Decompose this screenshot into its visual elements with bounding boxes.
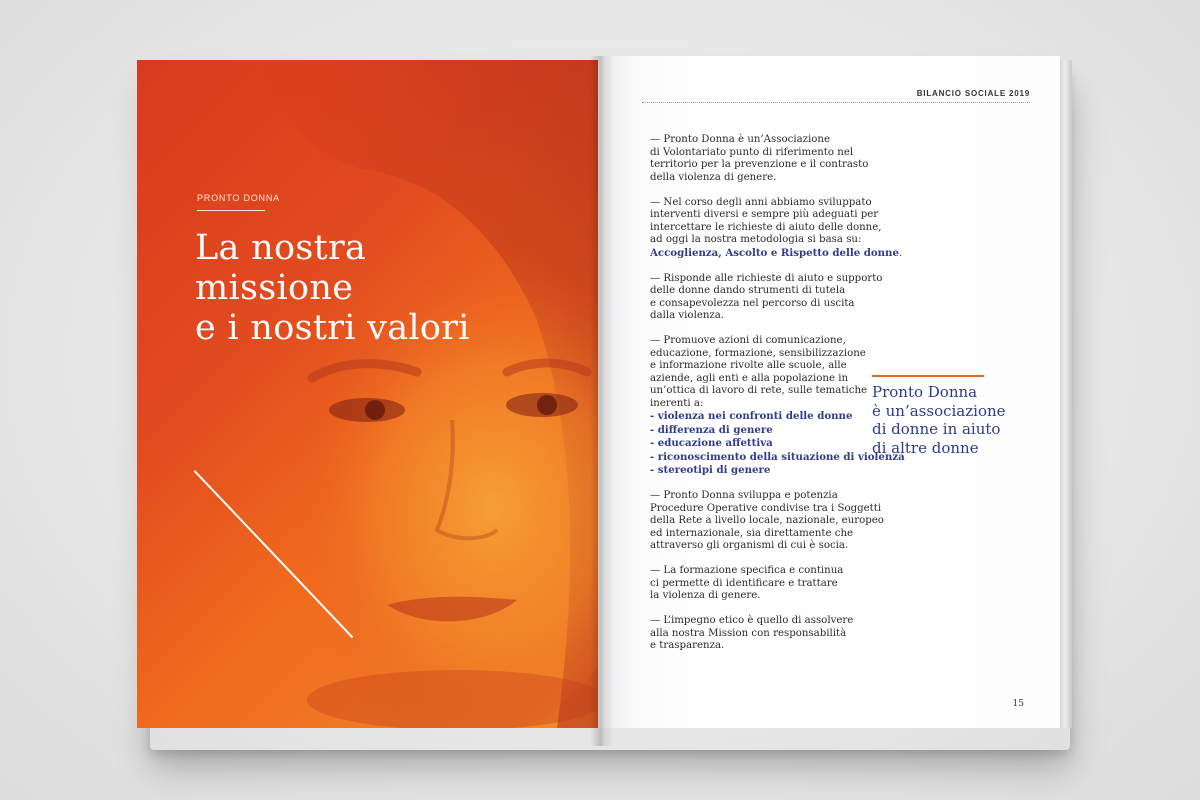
body-line — [650, 285, 860, 298]
line-suffix: . — [898, 247, 903, 259]
body-line — [650, 209, 879, 222]
pull-quote-line: è un’associazione — [872, 401, 1006, 420]
line-text: - stereotipi di genere — [650, 464, 771, 476]
heading-line: e i nostri valori — [195, 308, 470, 348]
line-text: — Pronto Donna è un’Associazione — [650, 134, 831, 145]
page-edge — [1060, 60, 1072, 728]
body-paragraph — [650, 335, 905, 478]
body-paragraph — [650, 134, 869, 184]
line-text: la violenza di genere. — [650, 590, 761, 601]
body-line — [650, 172, 860, 185]
body-line — [650, 502, 882, 516]
line-text: Accoglienza, Ascolto e Rispetto delle donne — [650, 246, 899, 259]
line-text: un’ottica di lavoro di rete, sulle tematiche — [650, 385, 868, 396]
body-line — [650, 221, 882, 235]
line-text: — Promuove azioni di comunicazione, — [650, 335, 846, 346]
body-line — [650, 310, 860, 323]
line-text: — Nel corso degli anni abbiamo sviluppato — [650, 196, 872, 208]
section-label-underline — [197, 210, 265, 211]
line-text: ci permette di identificare e trattare — [650, 577, 838, 589]
body-line — [650, 615, 860, 628]
body-line — [650, 540, 860, 553]
body-paragraph — [650, 490, 884, 553]
page-heading — [195, 228, 535, 348]
portrait-photo — [137, 60, 600, 728]
line-text: attraverso gli organismi di cui è socia. — [650, 540, 849, 551]
line-text: ed internazionale, sia direttamente che — [650, 527, 854, 539]
pull-quote-line: di altre donne — [872, 438, 979, 457]
highlighted-line — [650, 464, 860, 478]
body-line — [650, 640, 860, 653]
highlighted-line — [650, 450, 905, 465]
pull-quote-line: di donne in aiuto — [872, 420, 1001, 438]
line-text: aziende, agli enti e alla popolazione in — [650, 372, 849, 384]
gutter-shadow — [590, 56, 614, 746]
heading-line: missione — [195, 268, 354, 308]
line-text: - riconoscimento della situazione di violenza — [650, 450, 905, 463]
pull-quote-rule — [872, 375, 984, 377]
body-line — [650, 398, 860, 411]
body-line — [650, 565, 860, 578]
body-line — [650, 578, 860, 591]
line-text: territorio per la prevenzione e il contrasto — [650, 159, 869, 170]
line-text: dalla violenza. — [650, 310, 725, 321]
line-text: — L’impegno etico è quello di assolvere — [650, 615, 854, 626]
line-text: educazione, formazione, sensibilizzazione — [650, 347, 866, 359]
line-text: alla nostra Mission con responsabilità — [650, 627, 847, 639]
line-text: interventi diversi e sempre più adeguati per — [650, 209, 879, 220]
line-text: Procedure Operative condivise tra i Soggetti — [650, 502, 882, 514]
body-line — [650, 272, 883, 286]
line-text: intercettare le richieste di aiuto delle donne, — [650, 221, 882, 233]
body-line — [650, 373, 860, 386]
line-text: della Rete a livello locale, nazionale, europeo — [650, 515, 884, 526]
body-line — [650, 360, 860, 373]
body-line — [650, 528, 860, 541]
body-line — [650, 147, 860, 160]
body-line — [650, 134, 860, 147]
line-text: di Volontariato punto di riferimento nel — [650, 146, 854, 158]
body-line — [650, 385, 868, 398]
highlighted-line — [650, 246, 903, 261]
body-line — [650, 515, 884, 528]
line-text: della violenza di genere. — [650, 171, 777, 183]
highlighted-line — [650, 410, 860, 424]
body-line — [650, 490, 860, 503]
running-head: BILANCIO SOCIALE 2019 — [916, 89, 1030, 98]
line-text: ad oggi la nostra metodologia si basa su: — [650, 234, 862, 245]
body-line — [650, 298, 860, 311]
body-paragraph — [650, 272, 883, 323]
line-text: - educazione affettiva — [650, 437, 773, 449]
line-text: - violenza nei confronti delle donne — [650, 410, 853, 422]
line-text: e informazione rivolte alle scuole, alle — [650, 360, 847, 371]
body-paragraph — [650, 615, 860, 653]
header-dotted-rule — [642, 102, 1030, 103]
section-label: PRONTO DONNA — [197, 193, 280, 203]
body-line — [650, 347, 866, 361]
highlighted-line — [650, 437, 860, 451]
body-paragraph — [650, 565, 860, 603]
line-text: e consapevolezza nel percorso di uscita — [650, 297, 855, 309]
line-text: — Pronto Donna sviluppa e potenzia — [650, 490, 838, 501]
body-text — [650, 134, 905, 665]
body-line — [650, 590, 860, 603]
pull-quote — [872, 383, 1022, 457]
body-paragraph — [650, 196, 903, 261]
left-page — [137, 60, 600, 728]
page-number: 15 — [1012, 699, 1024, 709]
right-page — [598, 56, 1060, 728]
body-line — [650, 159, 869, 172]
line-text: - differenza di genere — [650, 423, 773, 436]
line-text: delle donne dando strumenti di tutela — [650, 285, 846, 296]
body-line — [650, 196, 872, 210]
body-line — [650, 628, 860, 641]
heading-line: La nostra — [195, 228, 367, 268]
highlighted-line — [650, 424, 860, 438]
line-text: — La formazione specifica e continua — [650, 565, 844, 576]
line-text: inerenti a: — [650, 397, 704, 409]
body-line — [650, 335, 860, 348]
line-text: — Risponde alle richieste di aiuto e supporto — [650, 272, 883, 284]
line-text: e trasparenza. — [650, 640, 725, 651]
pull-quote-line: Pronto Donna — [872, 383, 978, 401]
body-line — [650, 234, 860, 247]
